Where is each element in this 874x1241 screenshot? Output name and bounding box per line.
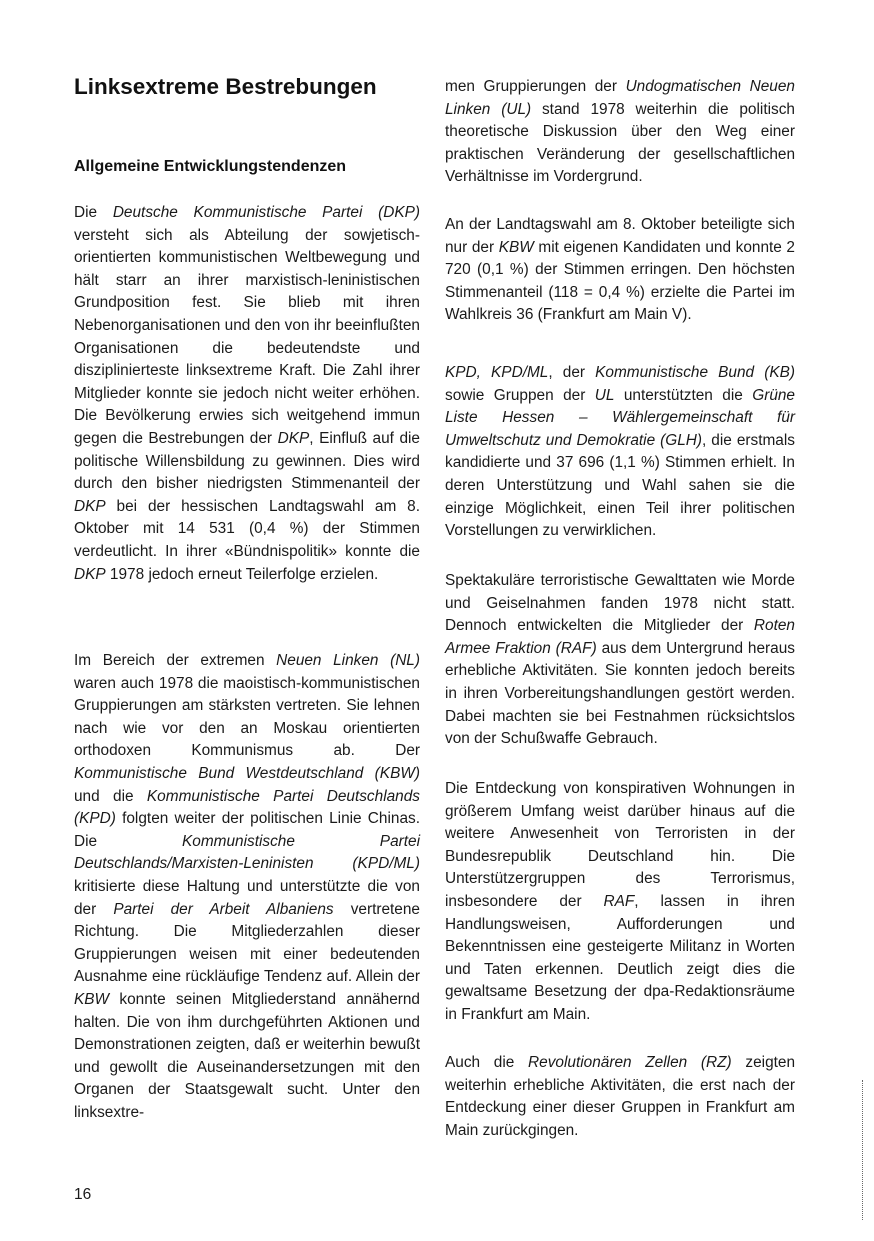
paragraph-konspirative-wohnungen: Die Entdeckung von konspirativen Wohnungen in größerem Umfang weist darüber hinaus auf die weitere Anwesenheit von Terroristen in der Bundesrepublik Deutschland hin. Die Unterstützergruppen des Terrorismus, insbesondere der RAF, lassen in ihren Handlungsweisen, Aufforderungen und Bekenntnissen eine gesteigerte Militanz in Worten und Taten erkennen. Deutlich zeigt dies die gewaltsame Besetzung der dpa-Redaktionsräume in Frankfurt am Main. — [445, 780, 795, 1023]
paragraph-dkp: Die Deutsche Kommunistische Partei (DKP) versteht sich als Abteilung der sowjetisch-orientierten kommunistischen Weltbewegung und hält starr an ihrer marxistisch-leninistischen Grundposition fest. Sie blieb mit ihren Nebenorganisationen und den von ihr beeinflußten Organisationen die bedeutendste und disziplinierteste linksextreme Kraft. Die Zahl ihrer Mitglieder konnte sie jedoch nicht weiter erhöhen. Die Bevölkerung erwies sich weitgehend immun gegen die Bestrebungen der DKP, Einfluß auf die politische Willensbildung zu gewinnen. Dies wird durch den bisher niedrigsten Stimmenanteil der DKP bei der hessischen Landtagswahl am 8. Oktober mit 14 531 (0,4 %) der Stimmen verdeutlicht. In ihrer «Bündnispolitik» konnte die DKP 1978 jedoch erneut Teilerfolge erzielen. — [74, 204, 420, 583]
paragraph-terrorismus: Spektakuläre terroristische Gewalttaten wie Morde und Geiselnahmen fanden 1978 nicht statt. Dennoch entwickelten die Mitglieder der Roten Armee Fraktion (RAF) aus dem Untergrund heraus erhebliche Aktivitäten. Sie konnten jedoch bereits in ihren Vorbereitungshandlungen gestört werden. Dabei machten sie bei Festnahmen rücksichtslos von der Schußwaffe Gebrauch. — [445, 572, 795, 748]
page-number: 16 — [74, 1186, 92, 1203]
scan-edge-mark — [862, 1080, 863, 1220]
section-heading: Allgemeine Entwicklungstendenzen — [74, 158, 347, 175]
paragraph-revolutionaere-zellen: Auch die Revolutionären Zellen (RZ) zeigten weiterhin erhebliche Aktivitäten, die erst nach der Entdeckung einer dieser Gruppen in Frankfurt am Main zurückgingen. — [445, 1054, 796, 1139]
paragraph-gruene-liste: KPD, KPD/ML, der Kommunistische Bund (KB) sowie Gruppen der UL unterstützten die Grüne Liste Hessen – Wählergemeinschaft für Umweltschutz und Demokratie (GLH), die erstmals kandidierte und 37 696 (1,1 %) Stimmen erhielt. In deren Unterstützung und Wahl sahen sie die einzige Möglichkeit, einen Teil ihrer politischen Vorstellungen zu verwirklichen. — [445, 364, 796, 540]
paragraph-neue-linke: Im Bereich der extremen Neuen Linken (NL) waren auch 1978 die maoistisch-kommunistischen Gruppierungen am stärksten vertreten. Sie lehnen nach wie vor den an Moskau orientierten orthodoxen Kommunismus ab. Der Kommunistische Bund Westdeutschland (KBW) und die Kommunistische Partei Deutschlands (KPD) folgten weiter der politischen Linie Chinas. Die Kommunistische Partei Deutschlands/Marxisten-Leninisten (KPD/ML) kritisierte diese Haltung und unterstützte die von der Partei der Arbeit Albaniens vertretene Richtung. Die Mitgliederzahlen dieser Gruppierungen weisen mit einer bedeutenden Ausnahme eine rückläufige Tendenz auf. Allein der KBW konnte seinen Mitgliederstand annähernd halten. Die von ihm durchgeführten Aktionen und Demonstrationen zeigten, daß er weiterhin bewußt und gewollt die Auseinandersetzungen mit den Organen der Staatsgewalt sucht. Unter den linksextre- — [74, 652, 421, 1121]
page-title: Linksextreme Bestrebungen — [74, 74, 377, 99]
paragraph-undogmatische-linke: men Gruppierungen der Undogmatischen Neuen Linken (UL) stand 1978 weiterhin die politisch theoretische Diskussion über den Weg einer praktischen Veränderung der gesellschaftlichen Verhältnisse im Vordergrund. — [445, 78, 795, 186]
paragraph-landtagswahl: An der Landtagswahl am 8. Oktober beteiligte sich nur der KBW mit eigenen Kandidaten und konnte 2 720 (0,1 %) der Stimmen erringen. Den höchsten Stimmenanteil (118 = 0,4 %) erzielte die Partei im Wahlkreis 36 (Frankfurt am Main V). — [445, 216, 795, 324]
